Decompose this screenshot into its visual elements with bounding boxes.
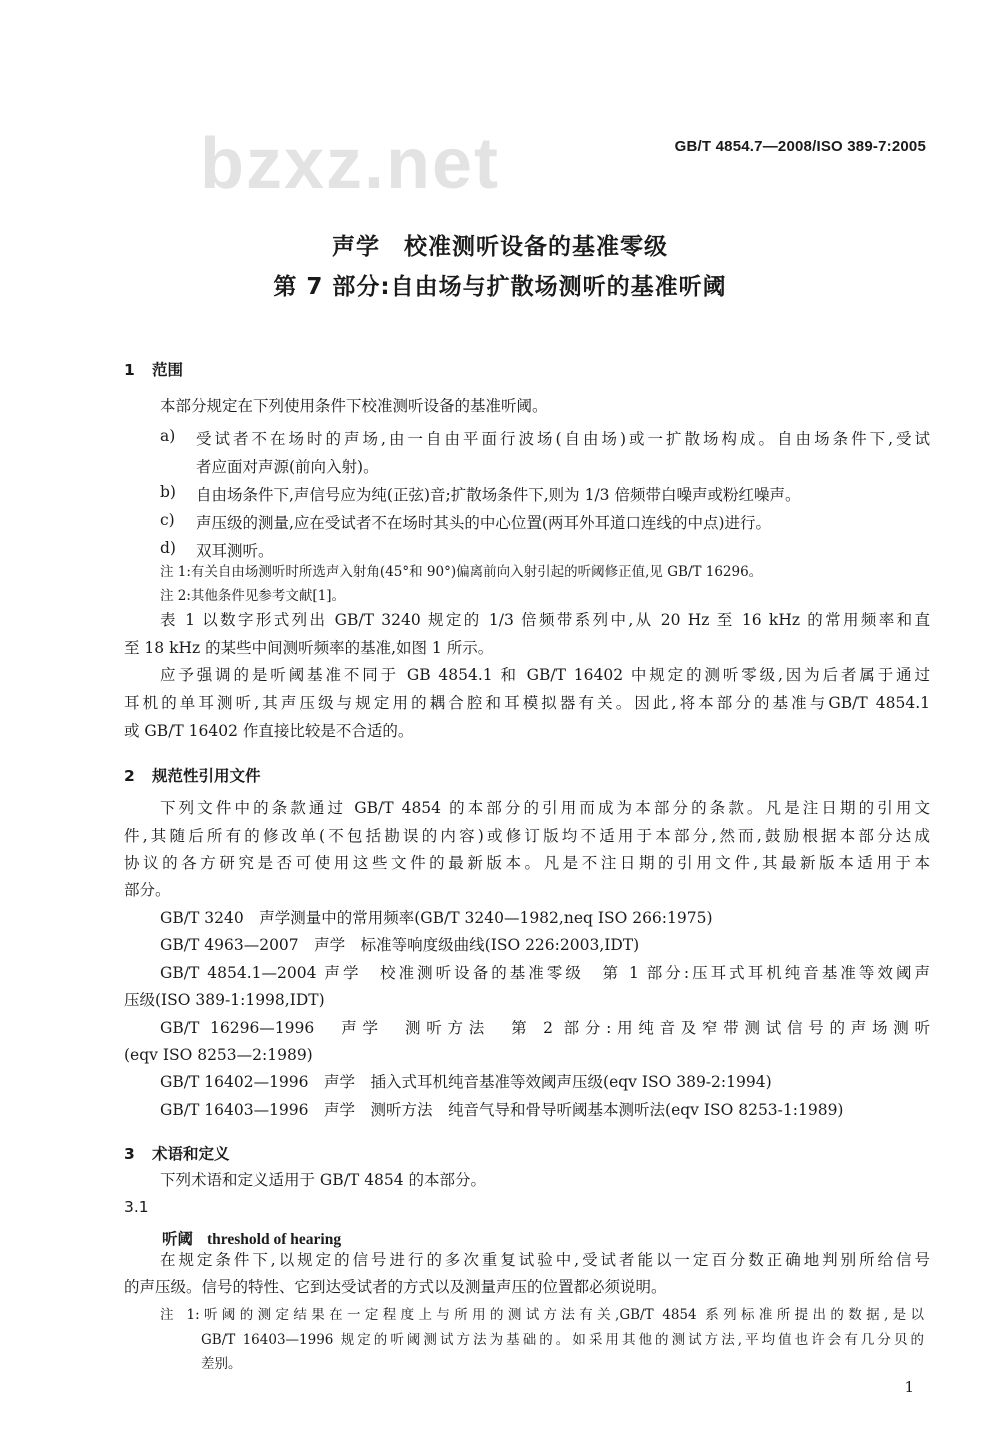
paragraph-line: 下列文件中的条款通过 GB/T 4854 的本部分的引用而成为本部分的条款。凡是注日期的引用文 [160,799,930,817]
reference-item: GB/T 16296—1996 声学 测听方法 第 2 部分:用纯音及窄带测试信号的声场测听 [160,1019,930,1037]
reference-item-cont: 压级(ISO 389-1:1998,IDT) [124,991,325,1009]
term [162,1227,341,1249]
note-2: 注 2:其他条件见参考文献[1]。 [160,588,346,604]
section-1-intro: 本部分规定在下列使用条件下校准测听设备的基准听阈。 [160,397,548,415]
term-english: threshold of hearing [207,1231,342,1248]
definition-line: 的声压级。信号的特性、它到达受试者的方式以及测量声压的位置都必须说明。 [124,1278,667,1296]
list-item-text: 双耳测听。 [196,542,274,560]
list-item-label: b) [160,483,176,501]
paragraph-line: 应予强调的是听阈基准不同于 GB 4854.1 和 GB/T 16402 中规定的测听零级,因为后者属于通过 [160,666,930,684]
reference-item: GB/T 4854.1—2004 声学 校准测听设备的基准零级 第 1 部分:压耳式耳机纯音基准等效阈声 [160,964,930,982]
list-item-text: 者应面对声源(前向入射)。 [196,458,379,476]
reference-item: GB/T 3240 声学测量中的常用频率(GB/T 3240—1982,neq ISO 266:1975) [160,909,713,927]
section-number: 3 [124,1145,135,1163]
paragraph-line: 部分。 [124,881,171,899]
list-item-label: a) [160,427,176,445]
title-line-2: 第 7 部分:自由场与扩散场测听的基准听阈 [273,274,727,300]
section-2-heading [124,764,261,786]
section-number: 2 [124,767,135,785]
note-line: GB/T 16403—1996 规定的听阈测试方法为基础的。如采用其他的测试方法,平均值也许会有几分贝的 [201,1332,924,1348]
section-title: 范围 [152,361,184,379]
paragraph-line: 协议的各方研究是否可使用这些文件的最新版本。凡是不注日期的引用文件,其最新版本适用于本 [124,854,930,872]
note-1: 注 1:有关自由场测听时所选声入射角(45°和 90°)偏离前向入射引起的听阈修正值,见 GB/T 16296。 [160,564,763,580]
page-number: 1 [904,1378,914,1396]
watermark: bzxz.net [200,124,501,204]
reference-item-cont: (eqv ISO 8253—2:1989) [124,1046,313,1064]
section-number: 1 [124,361,135,379]
note-line: 注 1:听阈的测定结果在一定程度上与所用的测试方法有关,GB/T 4854 系列标准所提出的数据,是以 [160,1307,924,1323]
section-title: 术语和定义 [152,1145,230,1163]
reference-item: GB/T 4963—2007 声学 标准等响度级曲线(ISO 226:2003,IDT) [160,936,640,954]
section-3-intro: 下列术语和定义适用于 GB/T 4854 的本部分。 [160,1171,487,1189]
list-item-label: c) [160,511,175,529]
section-3-heading [124,1142,230,1164]
section-1-heading [124,358,183,380]
reference-item: GB/T 16402—1996 声学 插入式耳机纯音基准等效阈声压级(eqv ISO 389-2:1994) [160,1073,772,1091]
paragraph-line: 件,其随后所有的修改单(不包括勘误的内容)或修订版均不适用于本部分,然而,鼓励根据本部分达成 [124,827,930,845]
paragraph-line: 或 GB/T 16402 作直接比较是不合适的。 [124,722,414,740]
list-item-text: 声压级的测量,应在受试者不在场时其头的中心位置(两耳外耳道口连线的中点)进行。 [196,514,772,532]
term-chinese: 听阈 [162,1230,194,1248]
paragraph-line: 耳机的单耳测听,其声压级与规定用的耦合腔和耳模拟器有关。因此,将本部分的基准与GB/T 4854.1 [124,694,930,712]
list-item-text: 自由场条件下,声信号应为纯(正弦)音;扩散场条件下,则为 1/3 倍频带白噪声或粉红噪声。 [196,486,801,504]
definition-line: 在规定条件下,以规定的信号进行的多次重复试验中,受试者能以一定百分数正确地判别所给信号 [160,1251,930,1269]
list-item-label: d) [160,539,176,557]
title-line-1: 声学 校准测听设备的基准零级 [332,234,668,260]
clause-number: 3.1 [124,1198,149,1216]
paragraph-line: 表 1 以数字形式列出 GB/T 3240 规定的 1/3 倍频带系列中,从 20 Hz 至 16 kHz 的常用频率和直 [160,611,930,629]
standard-code: GB/T 4854.7—2008/ISO 389-7:2005 [674,138,926,155]
note-line: 差别。 [201,1356,242,1372]
reference-item: GB/T 16403—1996 声学 测听方法 纯音气导和骨导听阈基本测听法(eqv ISO 8253-1:1989) [160,1101,844,1119]
list-item-text: 受试者不在场时的声场,由一自由平面行波场(自由场)或一扩散场构成。自由场条件下,受试 [196,430,930,448]
paragraph-line: 至 18 kHz 的某些中间测听频率的基准,如图 1 所示。 [124,639,494,657]
section-title: 规范性引用文件 [152,767,261,785]
